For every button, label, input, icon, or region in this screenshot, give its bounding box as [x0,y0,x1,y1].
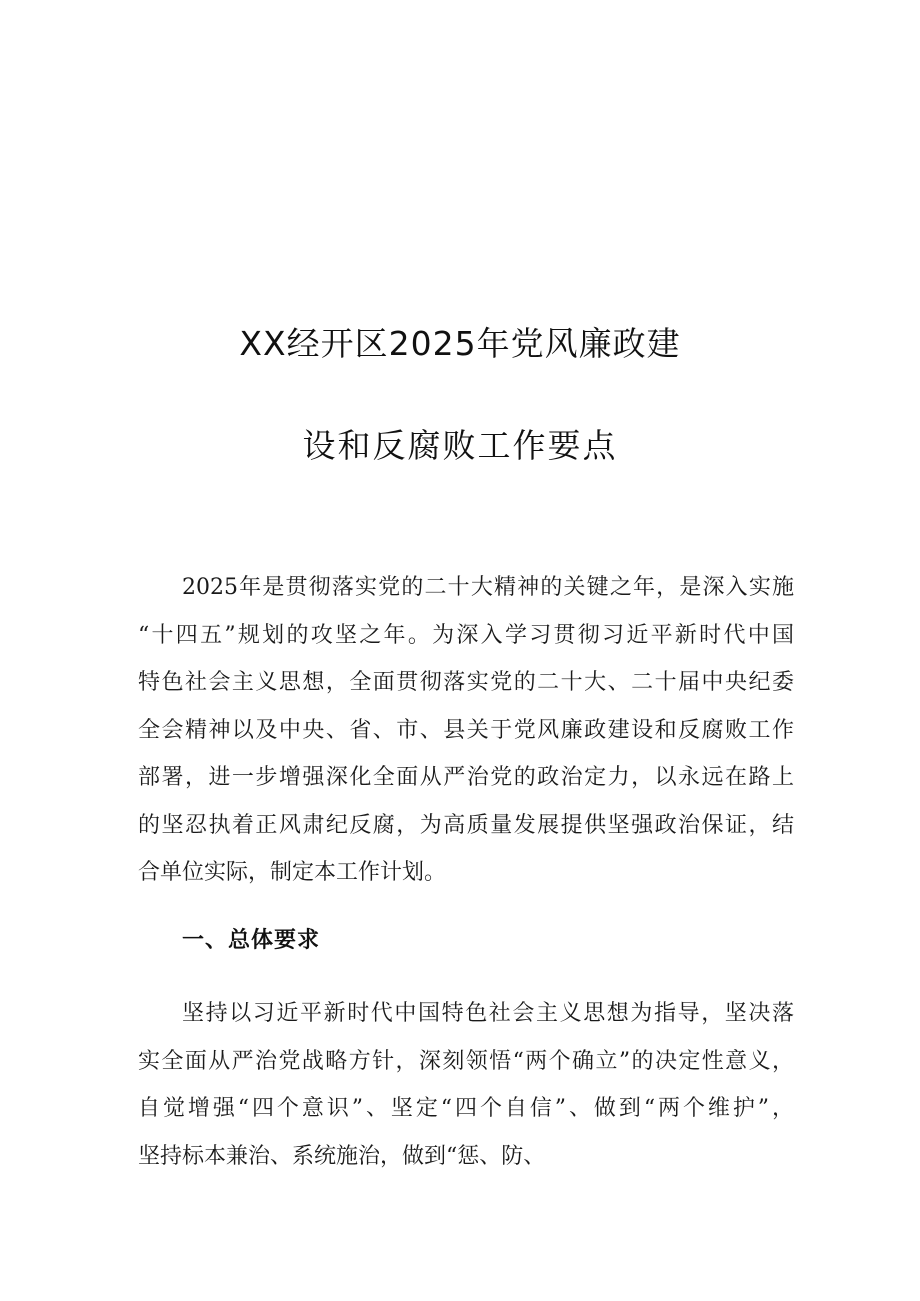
section-paragraph [138,990,794,1180]
intro-line: 合单位实际，制定本工作计划。 [138,860,447,885]
intro-line: 的坚忍执着正风肃纪反腐，为高质量发展提供坚强政治保证，结 [138,812,794,838]
intro-line: 部署，进一步增强深化全面从严治党的政治定力，以永远在路上 [138,765,794,790]
section-line: 坚持标本兼治、系统施治，做到“惩、防、 [138,1143,546,1169]
intro-line: 2025年是贯彻落实党的二十大精神的关键之年，是深入实施 [182,575,794,600]
document-title-line-1: XX经开区2025年党风廉政建 [239,324,681,363]
intro-paragraph [138,564,794,897]
intro-line: “十四五”规划的攻坚之年。为深入学习贯彻习近平新时代中国 [138,622,794,648]
section-line: 自觉增强“四个意识”、坚定“四个自信”、做到“两个维护”， [138,1096,794,1121]
section-line: 实全面从严治党战略方针，深刻领悟“两个确立”的决定性意义， [138,1048,794,1074]
intro-line: 全会精神以及中央、省、市、县关于党风廉政建设和反腐败工作 [138,717,794,743]
section-heading: 一、总体要求 [182,928,321,953]
intro-line: 特色社会主义思想，全面贯彻落实党的二十大、二十届中央纪委 [138,670,794,695]
document-title-line-2: 设和反腐败工作要点 [302,426,618,465]
section-line: 坚持以习近平新时代中国特色社会主义思想为指导，坚决落 [182,1001,794,1026]
